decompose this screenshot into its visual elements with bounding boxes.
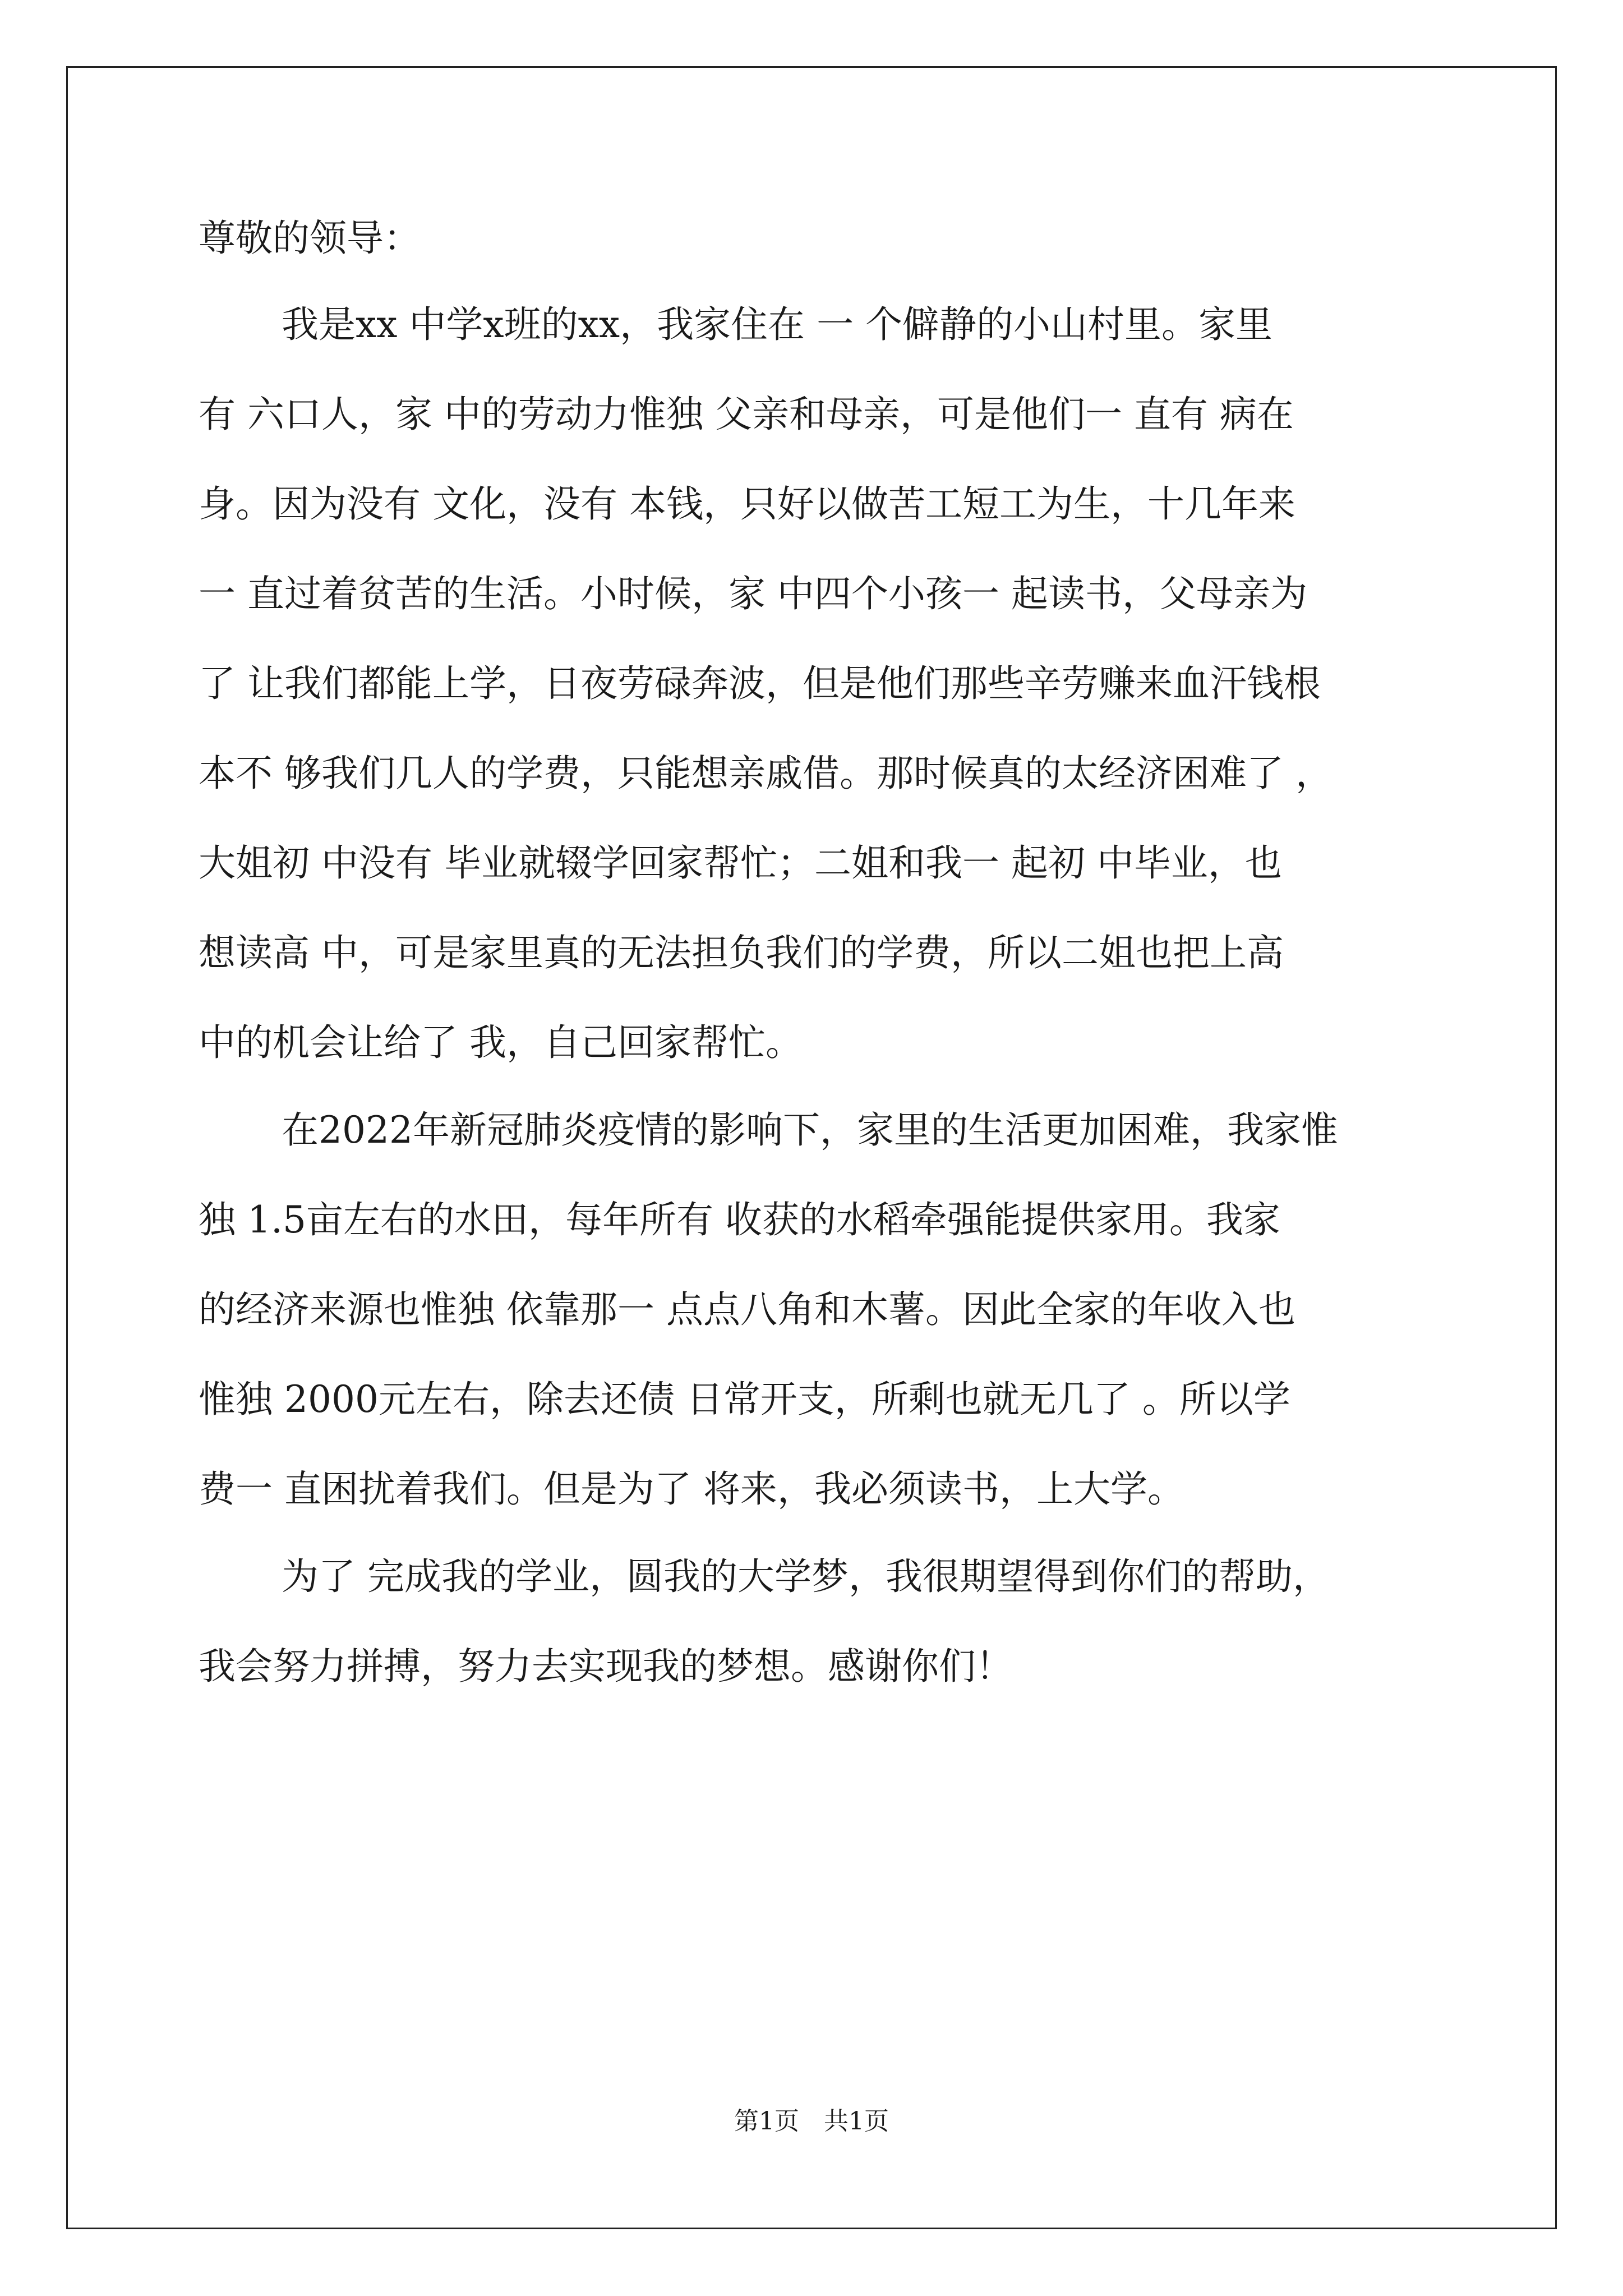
- paragraph-1-line-3: 身。因为没有 文化，没有 本钱，只好以做苦工短工为生，十几年来: [199, 482, 1295, 526]
- paragraph-1-line-9: 中的机会让给了 我，自己回家帮忙。: [199, 1021, 803, 1064]
- paragraph-3-line-2: 我会努力拼搏，努力去实现我的梦想。感谢你们！: [199, 1645, 1013, 1688]
- page-footer: 第1页 共1页: [734, 2107, 889, 2136]
- paragraph-1-line-5: 了 让我们都能上学，日夜劳碌奔波，但是他们那些辛劳赚来血汗钱根: [199, 662, 1321, 705]
- paragraph-1-line-1: 我是xx 中学x班的xx，我家住在 一 个僻静的小山村里。家里: [282, 303, 1273, 346]
- paragraph-1-line-2: 有 六口人，家 中的劳动力惟独 父亲和母亲，可是他们一 直有 病在: [199, 393, 1294, 436]
- paragraph-2-line-4: 惟独 2000元左右，除去还债 日常开支，所剩也就无几了 。所以学: [199, 1378, 1290, 1421]
- paragraph-1-line-4: 一 直过着贫苦的生活。小时候，家 中四个小孩一 起读书，父母亲为: [199, 572, 1307, 615]
- paragraph-2-line-3: 的经济来源也惟独 依靠那一 点点八角和木薯。因此全家的年收入也: [199, 1288, 1295, 1331]
- paragraph-1-line-7: 大姐初 中没有 毕业就辍学回家帮忙；二姐和我一 起初 中毕业，也: [199, 841, 1282, 885]
- paragraph-2-line-2: 独 1.5亩左右的水田，每年所有 收获的水稻牵强能提供家用。我家: [199, 1198, 1280, 1241]
- paragraph-1-line-8: 想读高 中，可是家里真的无法担负我们的学费，所以二姐也把上高: [199, 931, 1284, 974]
- paragraph-3-line-1: 为了 完成我的学业，圆我的大学梦，我很期望得到你们的帮助，: [282, 1555, 1330, 1598]
- paragraph-1-line-6: 本不 够我们几人的学费，只能想亲戚借。那时候真的太经济困难了 ，: [199, 752, 1332, 795]
- paragraph-2-line-5: 费一 直困扰着我们。但是为了 将来，我必须读书，上大学。: [199, 1467, 1184, 1511]
- salutation: 尊敬的领导：: [199, 217, 421, 260]
- paragraph-2-line-1: 在2022年新冠肺炎疫情的影响下，家里的生活更加困难，我家惟: [282, 1108, 1338, 1152]
